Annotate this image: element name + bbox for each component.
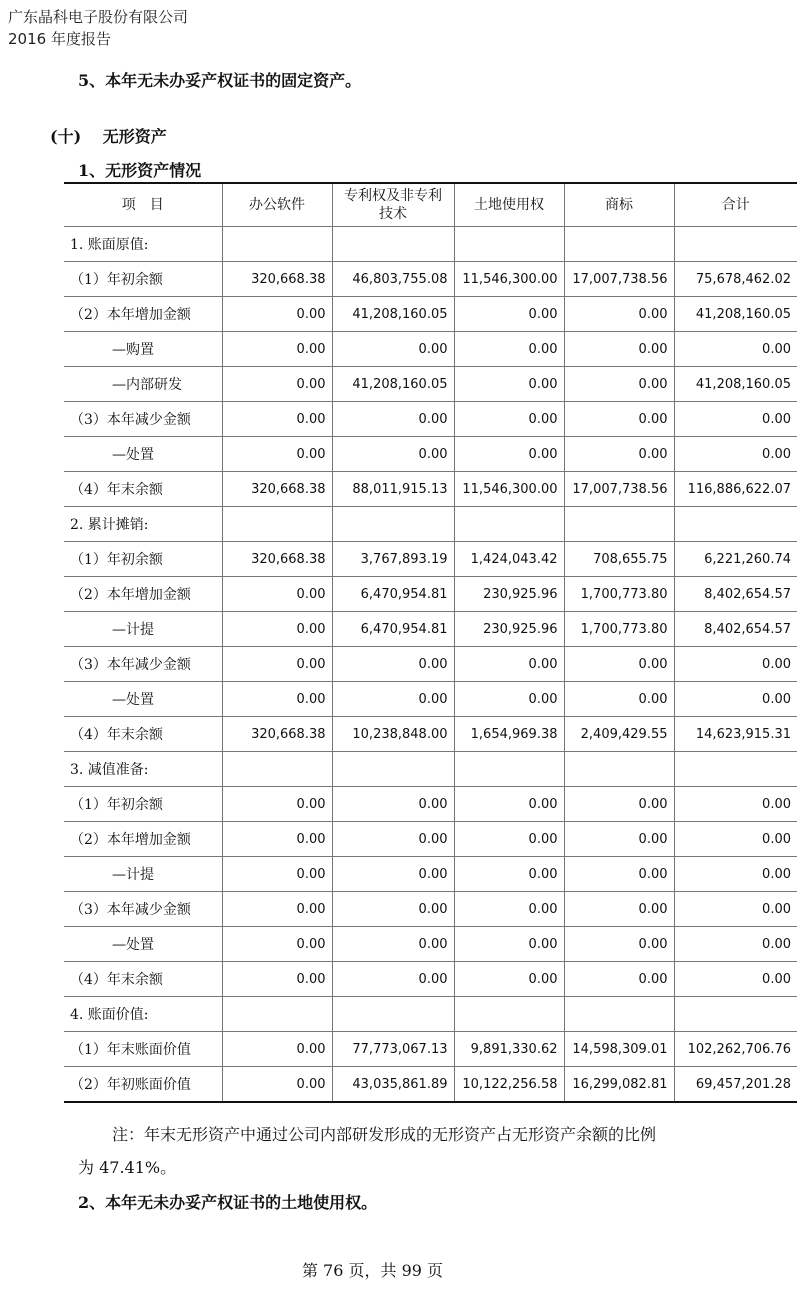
cell-value: 0.00: [332, 787, 454, 822]
table-row: [64, 332, 797, 367]
row-label: 4. 账面价值:: [64, 997, 222, 1032]
cell-value: [454, 997, 564, 1032]
cell-value: 0.00: [222, 612, 332, 647]
row-label: —处置: [64, 437, 222, 472]
cell-value: 6,470,954.81: [332, 577, 454, 612]
cell-value: 0.00: [454, 682, 564, 717]
cell-value: [332, 227, 454, 262]
cell-value: 6,470,954.81: [332, 612, 454, 647]
cell-value: 0.00: [564, 332, 674, 367]
cell-value: 10,238,848.00: [332, 717, 454, 752]
cell-value: 0.00: [332, 822, 454, 857]
cell-value: 0.00: [454, 927, 564, 962]
cell-value: 0.00: [674, 822, 797, 857]
cell-value: 0.00: [454, 402, 564, 437]
row-label: —内部研发: [64, 367, 222, 402]
row-label: （3）本年减少金额: [64, 402, 222, 437]
cell-value: [564, 997, 674, 1032]
cell-value: 41,208,160.05: [674, 367, 797, 402]
cell-value: 0.00: [332, 892, 454, 927]
row-label: —计提: [64, 612, 222, 647]
col-header-item: 项 目: [64, 183, 222, 227]
row-label: 3. 减值准备:: [64, 752, 222, 787]
cell-value: 0.00: [674, 437, 797, 472]
row-label: （3）本年减少金额: [64, 892, 222, 927]
cell-value: 17,007,738.56: [564, 262, 674, 297]
table-row: [64, 682, 797, 717]
row-label: （4）年末余额: [64, 962, 222, 997]
table-row: [64, 787, 797, 822]
cell-value: 0.00: [674, 682, 797, 717]
cell-value: [454, 507, 564, 542]
row-label: （1）年初余额: [64, 262, 222, 297]
cell-value: 0.00: [454, 822, 564, 857]
col-header-total: 合计: [674, 183, 797, 227]
cell-value: 0.00: [564, 297, 674, 332]
cell-value: 0.00: [674, 927, 797, 962]
cell-value: 88,011,915.13: [332, 472, 454, 507]
cell-value: 14,598,309.01: [564, 1032, 674, 1067]
table-row: [64, 647, 797, 682]
table-row: [64, 927, 797, 962]
row-label: —处置: [64, 682, 222, 717]
table-row: [64, 297, 797, 332]
cell-value: 0.00: [564, 402, 674, 437]
cell-value: 0.00: [222, 927, 332, 962]
cell-value: 320,668.38: [222, 472, 332, 507]
cell-value: 1,654,969.38: [454, 717, 564, 752]
cell-value: 3,767,893.19: [332, 542, 454, 577]
table-row: [64, 612, 797, 647]
cell-value: 320,668.38: [222, 262, 332, 297]
cell-value: 43,035,861.89: [332, 1067, 454, 1103]
table-row: [64, 997, 797, 1032]
section10-number: (十): [50, 127, 82, 146]
cell-value: 0.00: [222, 297, 332, 332]
cell-value: 230,925.96: [454, 577, 564, 612]
cell-value: 0.00: [454, 647, 564, 682]
cell-value: 0.00: [674, 402, 797, 437]
cell-value: [564, 752, 674, 787]
row-label: （2）年初账面价值: [64, 1067, 222, 1103]
row-label: —购置: [64, 332, 222, 367]
note-line-2: 为 47.41%。: [78, 1158, 177, 1177]
cell-value: 0.00: [332, 647, 454, 682]
table-row: [64, 507, 797, 542]
cell-value: [332, 997, 454, 1032]
cell-value: 8,402,654.57: [674, 612, 797, 647]
cell-value: [564, 227, 674, 262]
col-header-patents: 专利权及非专利技术: [332, 183, 454, 227]
table-row: [64, 962, 797, 997]
table-header-row: [64, 183, 797, 227]
cell-value: [222, 997, 332, 1032]
table-row: [64, 857, 797, 892]
cell-value: 0.00: [674, 647, 797, 682]
cell-value: 0.00: [564, 367, 674, 402]
cell-value: 0.00: [222, 332, 332, 367]
row-label: （1）年初余额: [64, 542, 222, 577]
cell-value: 41,208,160.05: [332, 297, 454, 332]
cell-value: 0.00: [564, 682, 674, 717]
section10-title: 无形资产: [102, 127, 167, 146]
cell-value: 0.00: [674, 962, 797, 997]
cell-value: 0.00: [222, 682, 332, 717]
cell-value: 0.00: [332, 962, 454, 997]
page-footer: 第 76 页，共 99 页: [301, 1261, 444, 1280]
table-row: [64, 1032, 797, 1067]
cell-value: 0.00: [674, 892, 797, 927]
cell-value: 6,221,260.74: [674, 542, 797, 577]
cell-value: [222, 227, 332, 262]
row-label: （1）年末账面价值: [64, 1032, 222, 1067]
row-label: （2）本年增加金额: [64, 297, 222, 332]
cell-value: 0.00: [222, 892, 332, 927]
cell-value: 14,623,915.31: [674, 717, 797, 752]
table-row: [64, 752, 797, 787]
header-company: 广东晶科电子股份有限公司: [8, 8, 189, 26]
cell-value: 0.00: [564, 787, 674, 822]
table-row: [64, 822, 797, 857]
cell-value: 1,700,773.80: [564, 612, 674, 647]
cell-value: 0.00: [454, 367, 564, 402]
cell-value: [674, 997, 797, 1032]
cell-value: 0.00: [454, 332, 564, 367]
cell-value: [222, 752, 332, 787]
cell-value: 0.00: [222, 577, 332, 612]
cell-value: 0.00: [454, 857, 564, 892]
row-label: 1. 账面原值:: [64, 227, 222, 262]
cell-value: 0.00: [674, 332, 797, 367]
col-header-land-use-right: 土地使用权: [454, 183, 564, 227]
cell-value: [674, 752, 797, 787]
cell-value: [564, 507, 674, 542]
cell-value: 0.00: [332, 857, 454, 892]
table-row: [64, 262, 797, 297]
row-label: （2）本年增加金额: [64, 577, 222, 612]
cell-value: [674, 227, 797, 262]
cell-value: 0.00: [222, 647, 332, 682]
table-row: [64, 472, 797, 507]
cell-value: 0.00: [332, 682, 454, 717]
cell-value: 0.00: [222, 857, 332, 892]
cell-value: 0.00: [222, 402, 332, 437]
cell-value: 41,208,160.05: [332, 367, 454, 402]
cell-value: 0.00: [674, 857, 797, 892]
cell-value: 0.00: [454, 787, 564, 822]
table-row: [64, 367, 797, 402]
cell-value: 77,773,067.13: [332, 1032, 454, 1067]
cell-value: 230,925.96: [454, 612, 564, 647]
cell-value: 0.00: [454, 297, 564, 332]
cell-value: [454, 227, 564, 262]
subsection2-title: 2、本年无未办妥产权证书的土地使用权。: [78, 1193, 378, 1212]
table-row: [64, 577, 797, 612]
cell-value: 0.00: [564, 962, 674, 997]
cell-value: 0.00: [454, 892, 564, 927]
table-row: [64, 542, 797, 577]
cell-value: 10,122,256.58: [454, 1067, 564, 1103]
cell-value: [674, 507, 797, 542]
cell-value: 0.00: [222, 437, 332, 472]
cell-value: 116,886,622.07: [674, 472, 797, 507]
subsection1-title: 1、无形资产情况: [78, 161, 202, 180]
cell-value: 0.00: [564, 822, 674, 857]
table-row: [64, 892, 797, 927]
cell-value: 0.00: [564, 647, 674, 682]
cell-value: 9,891,330.62: [454, 1032, 564, 1067]
note-line-1: 注：年末无形资产中通过公司内部研发形成的无形资产占无形资产余额的比例: [112, 1125, 657, 1144]
cell-value: 0.00: [454, 962, 564, 997]
cell-value: 0.00: [564, 892, 674, 927]
row-label: （1）年初余额: [64, 787, 222, 822]
cell-value: 11,546,300.00: [454, 262, 564, 297]
cell-value: 708,655.75: [564, 542, 674, 577]
table-row: [64, 402, 797, 437]
row-label: （4）年末余额: [64, 472, 222, 507]
cell-value: 0.00: [222, 962, 332, 997]
cell-value: 16,299,082.81: [564, 1067, 674, 1103]
header-report-year: 2016 年度报告: [8, 30, 111, 48]
table-row: [64, 717, 797, 752]
cell-value: [454, 752, 564, 787]
cell-value: 2,409,429.55: [564, 717, 674, 752]
section10-heading: [50, 124, 167, 147]
cell-value: 69,457,201.28: [674, 1067, 797, 1103]
cell-value: 0.00: [222, 822, 332, 857]
cell-value: 0.00: [222, 787, 332, 822]
table-row: [64, 437, 797, 472]
col-header-office-software: 办公软件: [222, 183, 332, 227]
cell-value: 0.00: [564, 437, 674, 472]
table-row: [64, 1067, 797, 1103]
row-label: 2. 累计摊销:: [64, 507, 222, 542]
row-label: （4）年末余额: [64, 717, 222, 752]
cell-value: 0.00: [332, 437, 454, 472]
cell-value: 41,208,160.05: [674, 297, 797, 332]
col-header-trademark: 商标: [564, 183, 674, 227]
cell-value: 0.00: [332, 332, 454, 367]
table-row: [64, 227, 797, 262]
cell-value: [332, 507, 454, 542]
cell-value: 0.00: [564, 857, 674, 892]
section5-title: 5、本年无未办妥产权证书的固定资产。: [78, 71, 362, 90]
cell-value: 11,546,300.00: [454, 472, 564, 507]
cell-value: 320,668.38: [222, 542, 332, 577]
cell-value: 0.00: [332, 402, 454, 437]
cell-value: 0.00: [454, 437, 564, 472]
cell-value: 102,262,706.76: [674, 1032, 797, 1067]
cell-value: 1,424,043.42: [454, 542, 564, 577]
cell-value: 0.00: [332, 927, 454, 962]
row-label: （3）本年减少金额: [64, 647, 222, 682]
cell-value: 0.00: [222, 1032, 332, 1067]
cell-value: 320,668.38: [222, 717, 332, 752]
cell-value: [332, 752, 454, 787]
cell-value: 46,803,755.08: [332, 262, 454, 297]
cell-value: 0.00: [222, 367, 332, 402]
row-label: （2）本年增加金额: [64, 822, 222, 857]
cell-value: 1,700,773.80: [564, 577, 674, 612]
cell-value: 0.00: [222, 1067, 332, 1103]
cell-value: 17,007,738.56: [564, 472, 674, 507]
cell-value: 8,402,654.57: [674, 577, 797, 612]
cell-value: 0.00: [674, 787, 797, 822]
cell-value: 75,678,462.02: [674, 262, 797, 297]
row-label: —计提: [64, 857, 222, 892]
cell-value: [222, 507, 332, 542]
intangible-assets-table: [64, 182, 797, 1103]
cell-value: 0.00: [564, 927, 674, 962]
row-label: —处置: [64, 927, 222, 962]
